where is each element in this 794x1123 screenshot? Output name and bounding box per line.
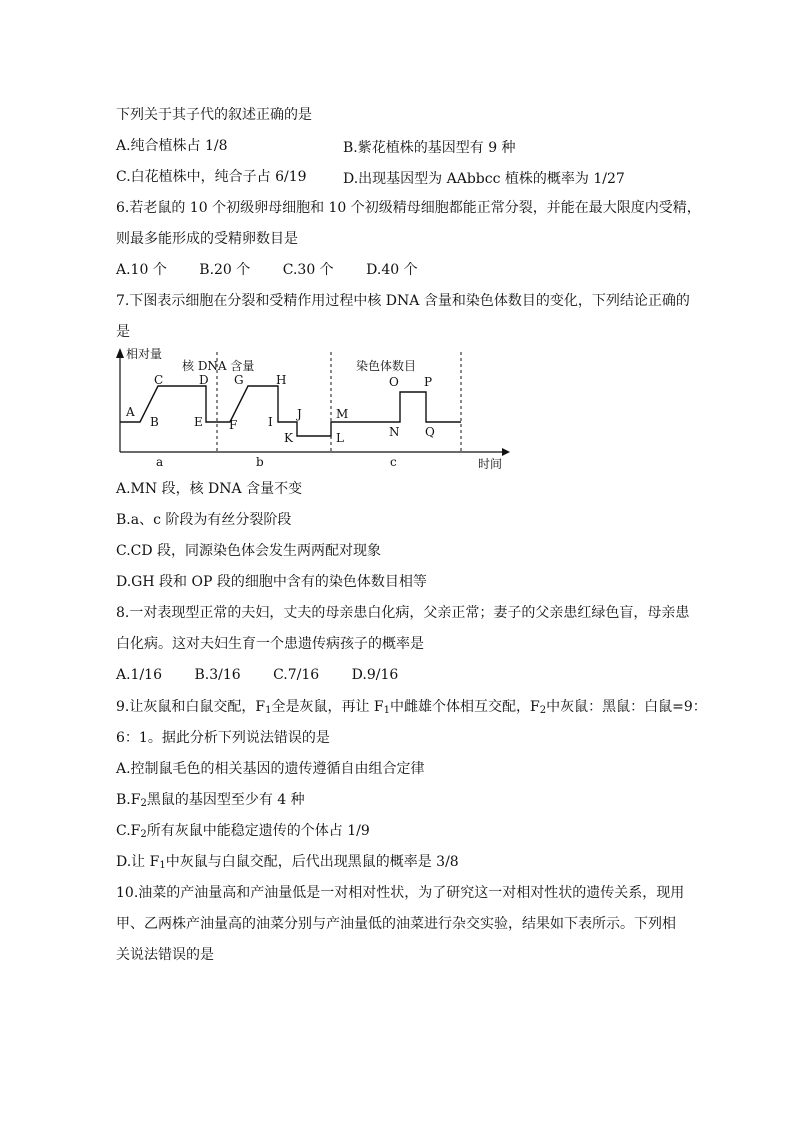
q10-stem-line3: 关说法错误的是 bbox=[116, 947, 214, 963]
point-p: P bbox=[424, 375, 433, 389]
q9-option-c: $C.F_2$所有灰鼠中能稳定遗传的个体占 1/9 bbox=[116, 823, 370, 840]
q6-stem-line1: 6.若老鼠的 10 个初级卵母细胞和 10 个初级精母细胞都能正常分裂，并能在最大限度内受精， bbox=[116, 200, 701, 216]
q5-option-c: C.白花植株中，纯合子占 6/19 bbox=[116, 169, 307, 185]
q9-option-b: $B.F_2$黑鼠的基因型至少有 4 种 bbox=[116, 792, 305, 809]
y-axis-arrow bbox=[116, 348, 124, 358]
point-c: C bbox=[154, 373, 164, 387]
point-m: M bbox=[336, 407, 349, 421]
q6-option-b: B.20 个 bbox=[199, 262, 251, 278]
point-h: H bbox=[276, 373, 287, 387]
dna-section-label: 核 DNA 含量 bbox=[182, 359, 255, 373]
q7-option-d: D.GH 段和 OP 段的细胞中含有的染色体数目相等 bbox=[116, 574, 427, 590]
dna-chromosome-diagram bbox=[116, 344, 516, 474]
q9-option-d: D.让 $F_1$中灰鼠与白鼠交配，后代出现黑鼠的概率是 3/8 bbox=[116, 854, 459, 871]
q8-option-c: C.7/16 bbox=[273, 667, 320, 683]
point-g: G bbox=[234, 373, 244, 387]
q8-option-d: D.9/16 bbox=[351, 667, 399, 683]
point-q: Q bbox=[425, 425, 435, 439]
point-d: D bbox=[199, 373, 209, 387]
q5-stem: 下列关于其子代的叙述正确的是 bbox=[116, 107, 312, 123]
q9-stem-line2: 6：1。据此分析下列说法错误的是 bbox=[116, 730, 330, 746]
q8-option-b: B.3/16 bbox=[194, 667, 241, 683]
point-a: A bbox=[126, 405, 135, 419]
y-axis-label: 相对量 bbox=[126, 347, 163, 361]
q6-option-a: A.10 个 bbox=[116, 262, 167, 278]
point-e: E bbox=[194, 415, 203, 429]
x-axis-label: 时间 bbox=[478, 457, 503, 471]
q6-stem-line2: 则最多能形成的受精卵数目是 bbox=[116, 231, 298, 247]
q8-options bbox=[116, 666, 426, 684]
q9-stem-line1: 9.让灰鼠和白鼠交配，$F_1$全是灰鼠，再让 $F_1$中雌雄个体相互交配，$F_2$中灰鼠：黑鼠：白鼠=9： bbox=[116, 699, 707, 716]
q7-option-c: C.CD 段，同源染色体会发生两两配对现象 bbox=[116, 543, 382, 559]
q8-stem-line1: 8.一对表现型正常的夫妇，丈夫的母亲患白化病，父亲正常；妻子的父亲患红绿色盲，母亲患 bbox=[116, 605, 690, 621]
point-i: I bbox=[268, 415, 273, 429]
phase-b: b bbox=[256, 455, 264, 469]
content-curve bbox=[120, 386, 461, 436]
x-axis-arrow bbox=[502, 448, 510, 456]
point-j: J bbox=[297, 407, 302, 421]
chromosome-section-label: 染色体数目 bbox=[356, 359, 417, 373]
q7-option-a: A.MN 段，核 DNA 含量不变 bbox=[116, 481, 303, 497]
point-o: O bbox=[389, 375, 399, 389]
q7-stem-line2: 是 bbox=[116, 324, 130, 340]
q10-stem-line1: 10.油菜的产油量高和产油量低是一对相对性状，为了研究这一对相对性状的遗传关系，现用 bbox=[116, 885, 685, 901]
phase-c: c bbox=[390, 455, 397, 469]
q5-option-d: D.出现基因型为 AAbbcc 植株的概率为 1/27 bbox=[343, 171, 625, 187]
q6-option-c: C.30 个 bbox=[282, 262, 334, 278]
q6-options bbox=[116, 261, 446, 279]
q8-stem-line2: 白化病。这对夫妇生育一个患遗传病孩子的概率是 bbox=[116, 636, 424, 652]
point-k: K bbox=[284, 431, 293, 445]
point-b: B bbox=[150, 415, 159, 429]
q7-stem-line1: 7.下图表示细胞在分裂和受精作用过程中核 DNA 含量和染色体数目的变化，下列结论正确的 bbox=[116, 293, 690, 309]
q7-option-b: B.a、c 阶段为有丝分裂阶段 bbox=[116, 512, 292, 528]
q10-stem-line2: 甲、乙两株产油量高的油菜分别与产油量低的油菜进行杂交实验，结果如下表所示。下列相 bbox=[116, 916, 676, 932]
q6-option-d: D.40 个 bbox=[366, 262, 418, 278]
point-f: F bbox=[229, 418, 238, 432]
q5-option-b: B.紫花植株的基因型有 9 种 bbox=[343, 140, 516, 156]
point-l: L bbox=[336, 431, 344, 445]
point-n: N bbox=[389, 425, 400, 439]
q8-option-a: A.1/16 bbox=[116, 667, 162, 683]
q9-option-a: A.控制鼠毛色的相关基因的遗传遵循自由组合定律 bbox=[116, 761, 425, 777]
phase-a: a bbox=[156, 455, 164, 469]
q5-option-a: A.纯合植株占 1/8 bbox=[116, 138, 228, 154]
